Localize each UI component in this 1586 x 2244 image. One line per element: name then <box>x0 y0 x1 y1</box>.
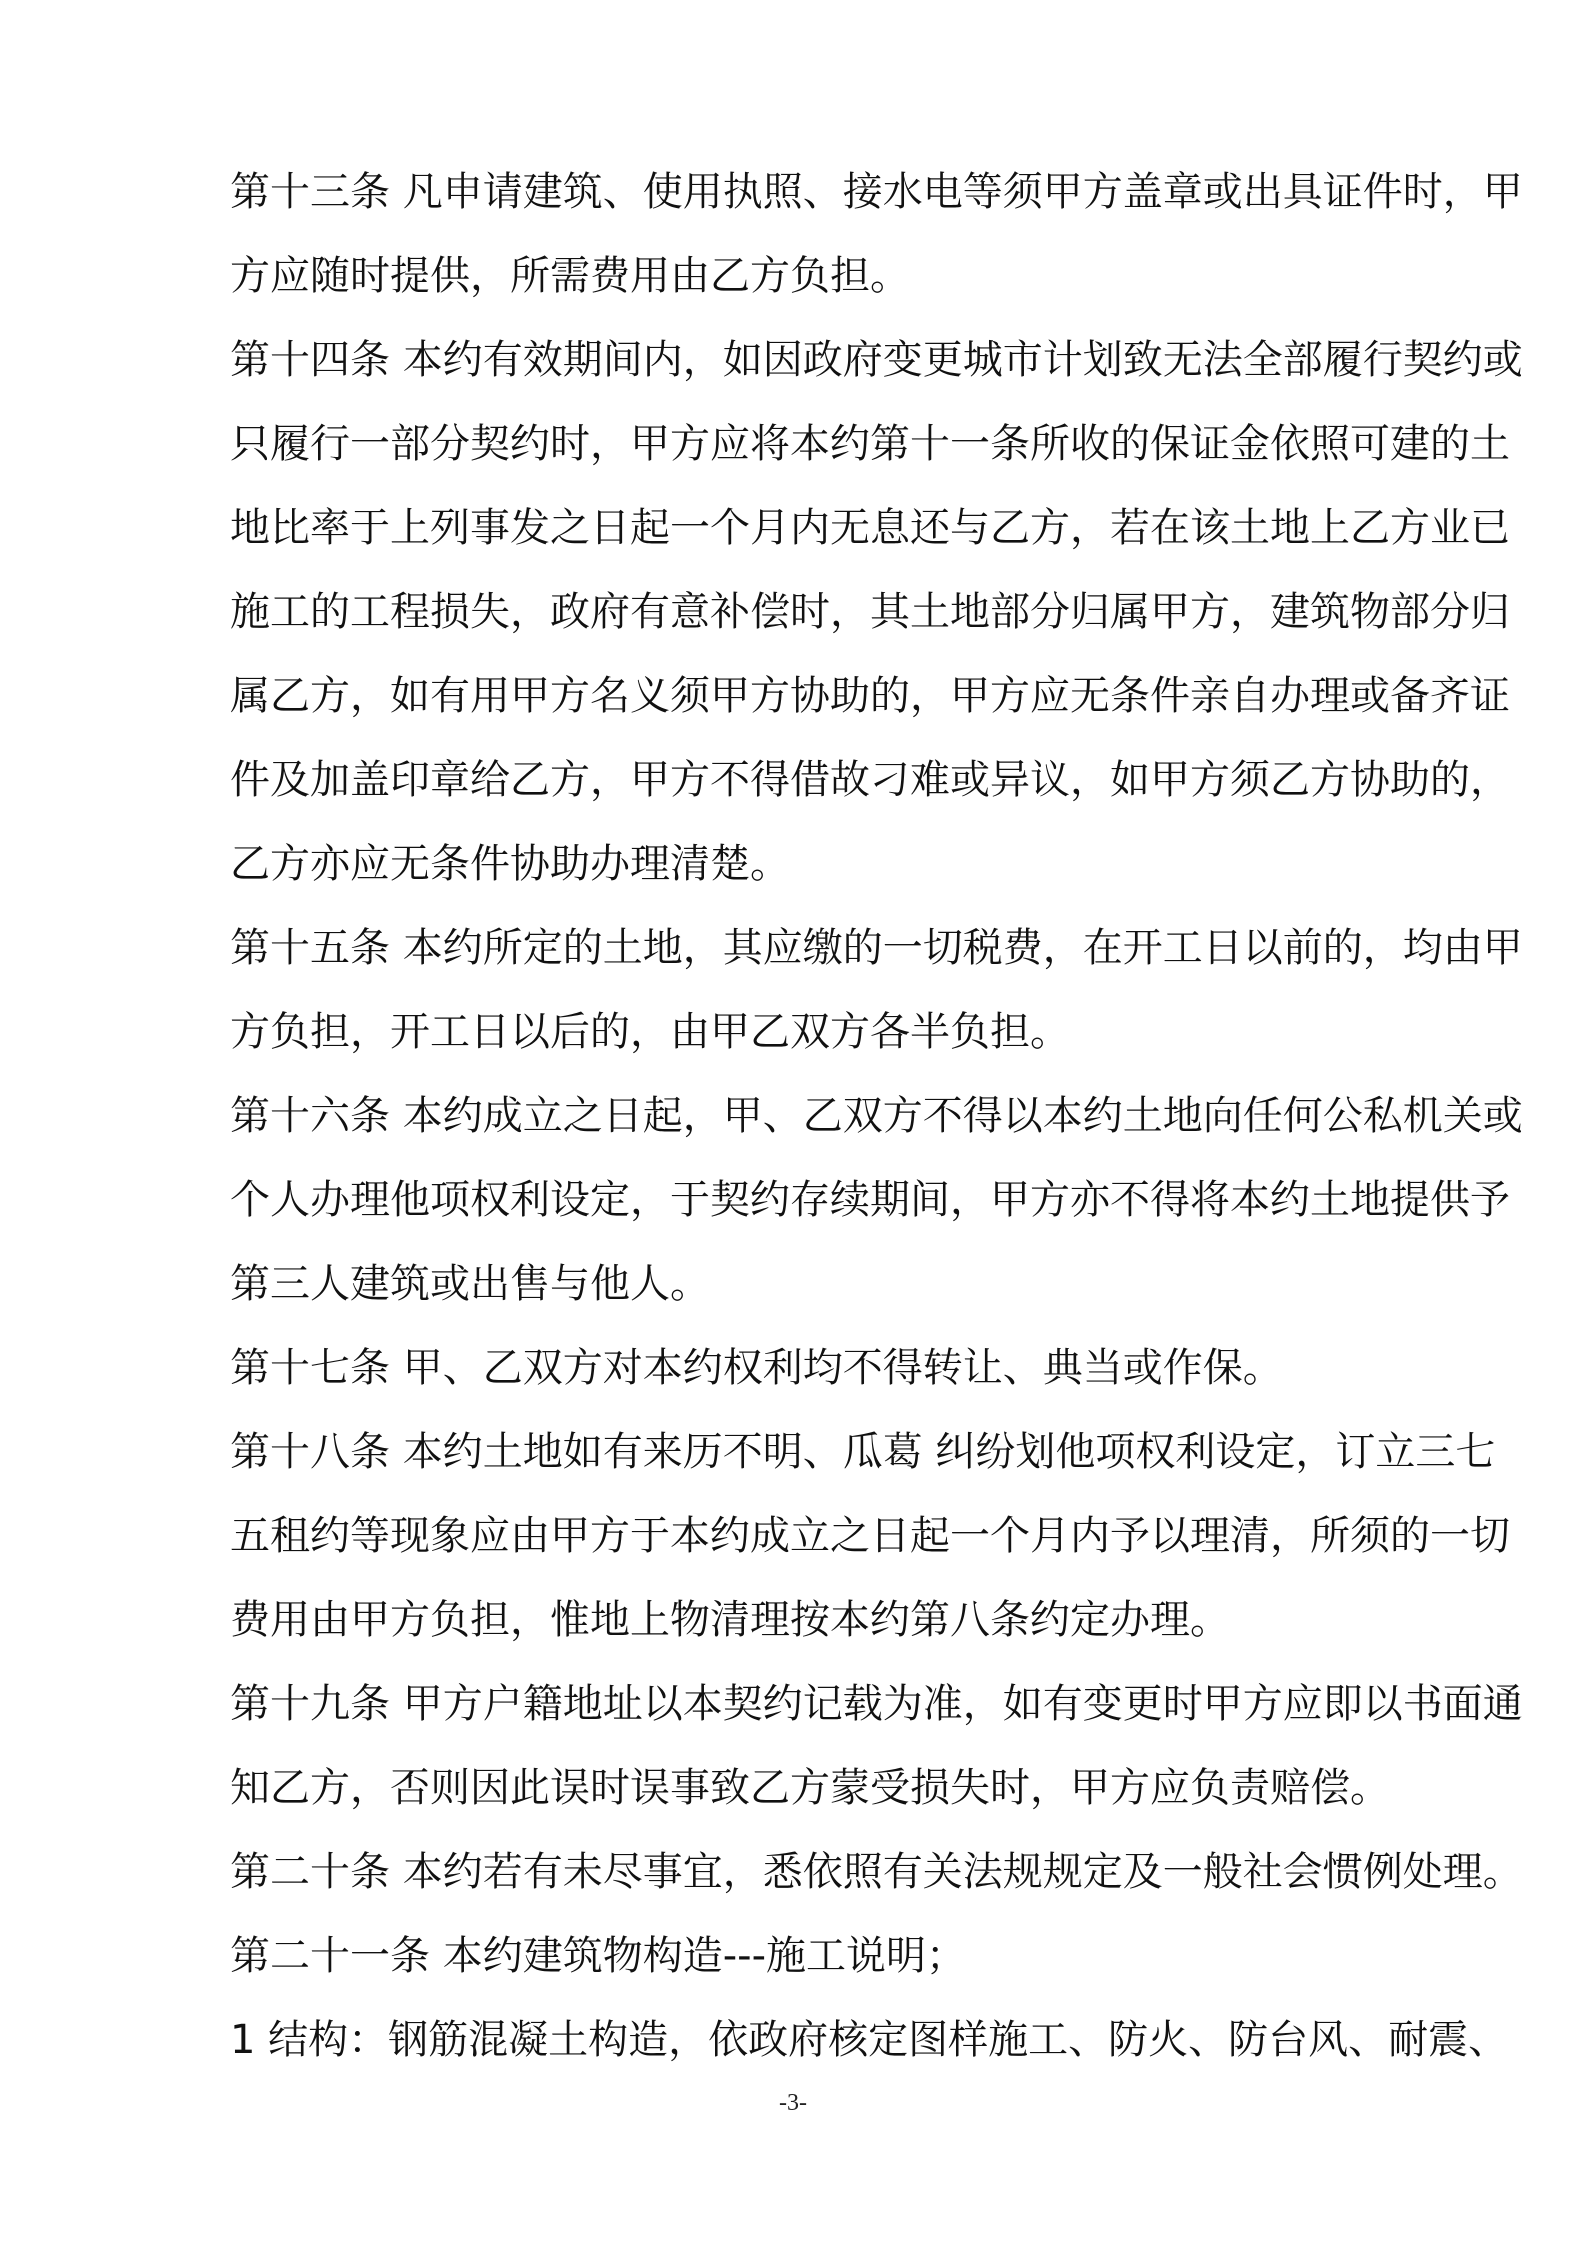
text-line: 施工的工程损失，政府有意补偿时，其土地部分归属甲方，建筑物部分归 <box>230 589 1510 635</box>
text-line: 第十三条 凡申请建筑、使用执照、接水电等须甲方盖章或出具证件时，甲 <box>230 169 1523 215</box>
text-line: 第二十一条 本约建筑物构造---施工说明； <box>230 1933 967 1979</box>
text-line: 第十四条 本约有效期间内，如因政府变更城市计划致无法全部履行契约或 <box>230 337 1523 383</box>
text-line: 第十八条 本约土地如有来历不明、瓜葛 纠纷划他项权利设定，订立三七 <box>230 1429 1496 1475</box>
text-line: 个人办理他项权利设定，于契约存续期间，甲方亦不得将本约土地提供予 <box>230 1177 1510 1223</box>
text-line: 地比率于上列事发之日起一个月内无息还与乙方，若在该土地上乙方业已 <box>230 505 1510 551</box>
text-line: 第十五条 本约所定的土地，其应缴的一切税费，在开工日以前的，均由甲 <box>230 925 1523 971</box>
text-line: 属乙方，如有用甲方名义须甲方协助的，甲方应无条件亲自办理或备齐证 <box>230 673 1510 719</box>
text-line: 件及加盖印章给乙方，甲方不得借故刁难或异议，如甲方须乙方协助的， <box>230 757 1510 803</box>
text-line: 费用由甲方负担，惟地上物清理按本约第八条约定办理。 <box>230 1597 1230 1643</box>
contract-body-text <box>230 150 1523 2082</box>
text-line: 知乙方，否则因此误时误事致乙方蒙受损失时，甲方应负责赔偿。 <box>230 1765 1390 1811</box>
text-line: 方负担，开工日以后的，由甲乙双方各半负担。 <box>230 1009 1070 1055</box>
text-line: 第十七条 甲、乙双方对本约权利均不得转让、典当或作保。 <box>230 1345 1283 1391</box>
text-line: 只履行一部分契约时，甲方应将本约第十一条所收的保证金依照可建的土 <box>230 421 1510 467</box>
text-line: 方应随时提供，所需费用由乙方负担。 <box>230 253 910 299</box>
text-line: 第十九条 甲方户籍地址以本契约记载为准，如有变更时甲方应即以书面通 <box>230 1681 1523 1727</box>
text-line: 1 结构：钢筋混凝土构造，依政府核定图样施工、防火、防台风、耐震、 <box>230 2017 1509 2063</box>
text-line: 乙方亦应无条件协助办理清楚。 <box>230 841 790 887</box>
text-line: 五租约等现象应由甲方于本约成立之日起一个月内予以理清，所须的一切 <box>230 1513 1510 1559</box>
text-line: 第二十条 本约若有未尽事宜，悉依照有关法规规定及一般社会惯例处理。 <box>230 1849 1523 1895</box>
page-number: -3- <box>779 2090 807 2116</box>
text-line: 第十六条 本约成立之日起，甲、乙双方不得以本约土地向任何公私机关或 <box>230 1093 1523 1139</box>
text-line: 第三人建筑或出售与他人。 <box>230 1261 710 1307</box>
